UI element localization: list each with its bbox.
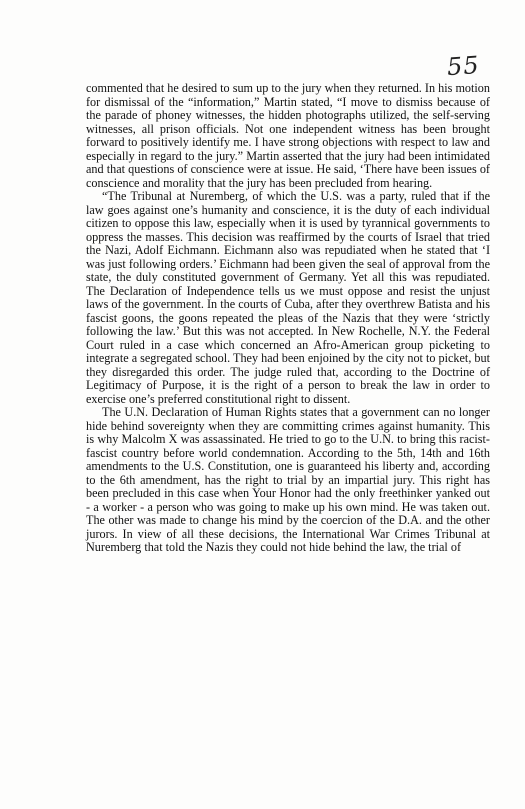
paragraph-3: The U.N. Declaration of Human Rights states that a government can no longer hide behind sovereignty when they are committing crimes against humanity. This is why Malcolm X was assassinated. He tried to go to the U.N. to bring this racist-fascist country before world condemnation. According to the 5th, 14th and 16th amendments to the U.S. Constitution, one is guaranteed his liberty and, according to the 6th amendment, has the right to trial by an impartial jury. This right has been precluded in this case when Your Honor had the only freethinker yanked out - a worker - a person who was going to make up his own mind. He was taken out. The other was made to change his mind by the coercion of the D.A. and the other jurors. In view of all these decisions, the International War Crimes Tribunal at Nuremberg that told the Nazis they could not hide behind the law, the trial of [86,405,490,554]
body-text [86,82,490,555]
page-number: 55 [446,50,481,82]
paragraph-2: “The Tribunal at Nuremberg, of which the U.S. was a party, ruled that if the law goes against one’s humanity and conscience, it is the duty of each individual citizen to oppose this law, especially when it is used by tyrannical governments to oppress the masses. This decision was reaffirmed by the courts of Israel that tried the Nazi, Adolf Eichmann. Eichmann also was repudiated when he stated that ‘I was just following orders.’ Eichmann had been given the seal of approval from the state, the duly constituted government of Germany. Yet all this was repudiated. The Declaration of Independence tells us we must oppose and resist the unjust laws of the government. In the courts of Cuba, after they overthrew Batista and his fascist goons, the goons repeated the pleas of the Nazis that they were ‘strictly following the law.’ But this was not accepted. In New Rochelle, N.Y. the Federal Court ruled in a case which concerned an Afro-American group picketing to integrate a segregated school. They had been enjoined by the city not to picket, but they disregarded this order. The judge ruled that, according to the Doctrine of Legitimacy of Purpose, it is the right of a person to break the law in order to exercise one’s preferred constitutional right to dissent. [86,189,490,406]
paragraph-1: commented that he desired to sum up to the jury when they returned. In his motion for dismissal of the “information,” Martin stated, “I move to dismiss because of the parade of phoney witnesses, the hidden photographs utilized, the self-serving witnesses, all prison officials. Not one independent witness has been brought forward to positively identify me. I have strong objections with respect to law and especially in regard to the jury.” Martin asserted that the jury had been intimidated and that questions of conscience were at issue. He said, ‘There have been issues of conscience and morality that the jury has been precluded from hearing. [86,81,490,190]
